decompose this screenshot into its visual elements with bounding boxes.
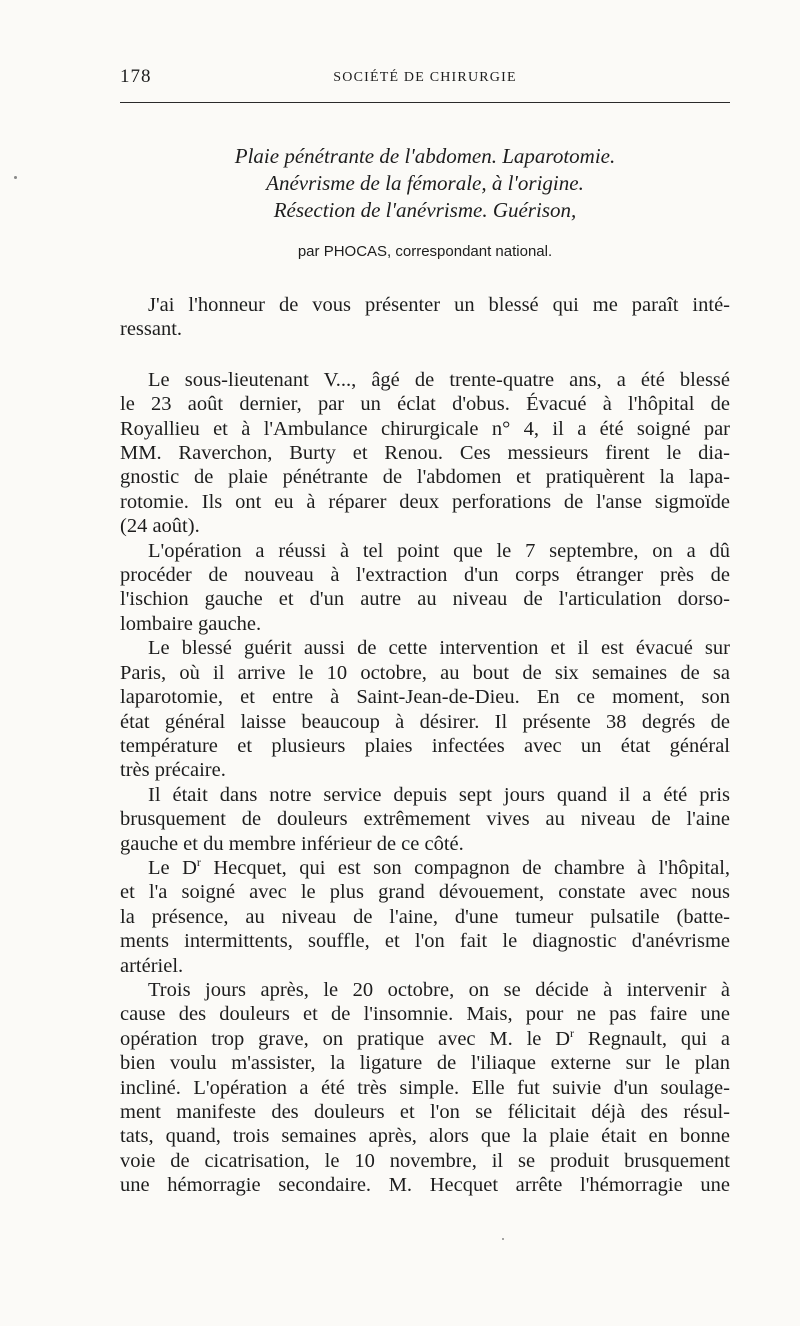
paper-speck: [14, 176, 17, 179]
text-line: gnostic de plaie pénétrante de l'abdomen et pratiquèrent la lapa-: [120, 466, 730, 489]
text-line: L'opération a réussi à tel point que le 7 septembre, on a dû: [148, 539, 730, 562]
text-line: Paris, où il arrive le 10 octobre, au bout de six semaines de sa: [120, 661, 730, 684]
text-line: brusquement de douleurs extrêmement vives au niveau de l'aine: [120, 808, 730, 831]
text-line: opération trop grave, on pratique avec M. le $D^r$ Regnault, qui a: [120, 1025, 731, 1050]
text-line: incliné. L'opération a été très simple. Elle fut suivie d'un soulage-: [120, 1076, 730, 1099]
text-line: très précaire.: [120, 759, 226, 782]
text-line: Le $D^r$ Hecquet, qui est son compagnon de chambre à l'hôpital,: [148, 855, 731, 879]
paragraph: [120, 978, 730, 1198]
text-line: l'ischion gauche et d'un autre au niveau de l'articulation dorso-: [120, 588, 730, 611]
text-line: Trois jours après, le 20 octobre, on se décide à intervenir à: [148, 978, 730, 1001]
title-line: Plaie pénétrante de l'abdomen. Laparotomie.: [234, 144, 616, 168]
paper-speck: [502, 1238, 504, 1240]
header-rule: [120, 102, 730, 103]
text-line: le 23 août dernier, par un éclat d'obus. Évacué à l'hôpital de: [120, 393, 730, 416]
text-line: bien voulu m'assister, la ligature de l'iliaque externe sur le plan: [120, 1052, 730, 1075]
text-line: voie de cicatrisation, le 10 novembre, il se produit brusquement: [120, 1149, 730, 1172]
text-line: procéder de nouveau à l'extraction d'un corps étranger près de: [120, 564, 730, 587]
page-number: 178: [120, 66, 152, 87]
text-line: J'ai l'honneur de vous présenter un blessé qui me paraît inté-: [148, 294, 730, 316]
text-line: MM. Raverchon, Burty et Renou. Ces messieurs firent le dia-: [120, 442, 730, 465]
paragraph: [120, 539, 730, 637]
text-line: Le blessé guérit aussi de cette intervention et il est évacué sur: [148, 637, 730, 660]
paragraph: [120, 783, 730, 856]
text-line: ressant.: [120, 318, 183, 341]
text-line: ments intermittents, souffle, et l'on fait le diagnostic d'anévrisme: [120, 930, 730, 953]
paragraph: [120, 856, 730, 978]
text-line: une hémorragie secondaire. M. Hecquet arrête l'hémorragie une: [120, 1174, 730, 1197]
article-body: [120, 293, 730, 1198]
text-line: gauche et du membre inférieur de ce côté.: [120, 832, 464, 855]
text-line: Il était dans notre service depuis sept jours quand il a été pris: [148, 783, 730, 806]
text-line: état général laisse beaucoup à désirer. Il présente 38 degrés de: [120, 710, 730, 733]
paragraph: [120, 636, 730, 782]
page-header: [120, 66, 730, 90]
text-line: lombaire gauche.: [120, 612, 262, 635]
paragraph: [120, 368, 730, 539]
text-line: Le sous-lieutenant V..., âgé de trente-quatre ans, a été blessé: [148, 368, 730, 391]
text-line: laparotomie, et entre à Saint-Jean-de-Dieu. En ce moment, son: [120, 686, 730, 709]
text-line: Royallieu et à l'Ambulance chirurgicale n° 4, il a été soigné par: [120, 417, 730, 440]
text-line: rotomie. Ils ont eu à réparer deux perforations de l'anse sigmoïde: [120, 490, 730, 513]
text-line: cause des douleurs et de l'insomnie. Mais, pour ne pas faire une: [120, 1003, 730, 1026]
text-line: (24 août).: [120, 515, 200, 538]
text-line: tats, quand, trois semaines après, alors que la plaie était en bonne: [120, 1125, 730, 1148]
text-line: artériel.: [120, 954, 184, 977]
byline: par PHOCAS, correspondant national.: [297, 243, 553, 260]
paragraph: [120, 293, 730, 342]
text-line: ment manifeste des douleurs et l'on se félicitait déjà des résul-: [120, 1101, 730, 1123]
text-line: la présence, au niveau de l'aine, d'une tumeur pulsatile (batte-: [120, 905, 730, 928]
text-line: et l'a soigné avec le plus grand dévouement, constate avec nous: [120, 881, 730, 904]
text-line: température et plusieurs plaies infectées avec un état général: [120, 734, 730, 757]
title-line: Résection de l'anévrisme. Guérison,: [273, 198, 577, 222]
title-line: Anévrisme de la fémorale, à l'origine.: [266, 171, 584, 195]
running-head: SOCIÉTÉ DE CHIRURGIE: [333, 70, 517, 85]
article-title: [120, 143, 730, 224]
